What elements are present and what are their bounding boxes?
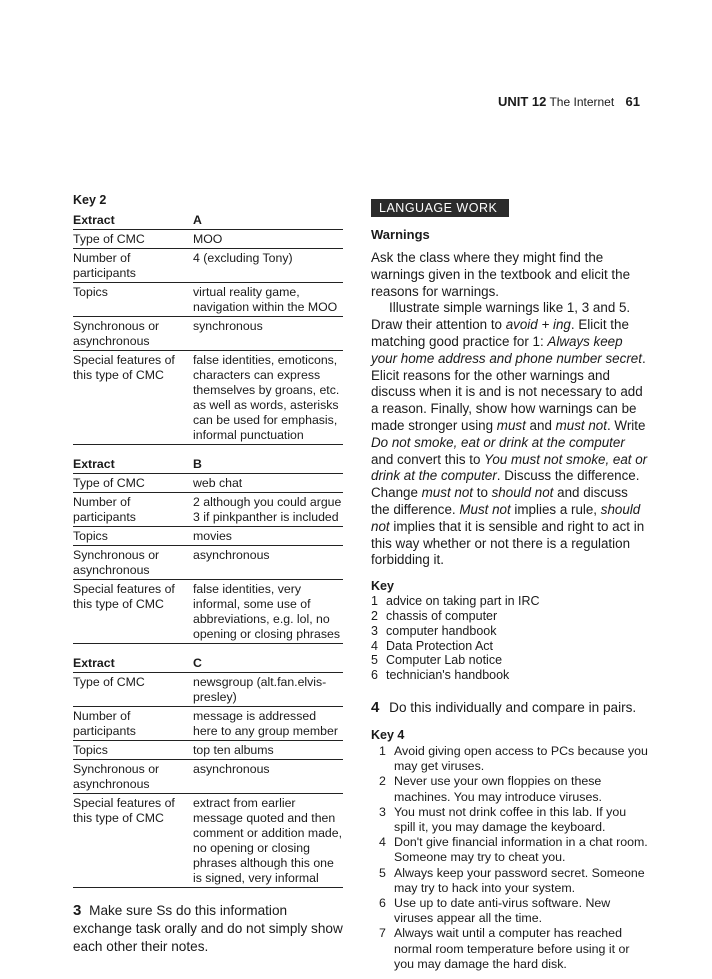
key2-title: Key 2 bbox=[73, 193, 107, 207]
key-title: Key bbox=[371, 579, 394, 594]
table-row bbox=[73, 760, 343, 794]
table-row bbox=[73, 493, 343, 527]
exercise-3 bbox=[73, 902, 348, 956]
unit-label: UNIT 12 bbox=[497, 94, 547, 109]
list-item-text: Avoid giving open access to PCs because you may get viruses. bbox=[394, 743, 648, 774]
table-row bbox=[73, 230, 343, 249]
table-row bbox=[73, 707, 343, 741]
row-label: Topics bbox=[73, 743, 108, 757]
list-item-text: advice on taking part in IRC bbox=[386, 594, 540, 609]
list-item bbox=[371, 835, 649, 865]
page-header bbox=[498, 94, 640, 109]
key4-list bbox=[371, 744, 649, 972]
warnings-body bbox=[371, 250, 649, 569]
list-item-number: 2 bbox=[371, 608, 378, 623]
key2-header-row bbox=[73, 654, 343, 673]
table-row bbox=[73, 527, 343, 546]
row-label: Number of participants bbox=[73, 495, 136, 524]
key2-header-row bbox=[73, 455, 343, 474]
table-row bbox=[73, 794, 343, 888]
row-label: Extract bbox=[73, 656, 115, 670]
list-item-text: computer handbook bbox=[386, 623, 497, 638]
list-item bbox=[371, 866, 649, 896]
key2-block bbox=[73, 654, 343, 888]
row-value: B bbox=[193, 457, 202, 471]
row-label: Synchronous or asynchronous bbox=[73, 548, 160, 577]
table-row bbox=[73, 249, 343, 283]
list-item bbox=[371, 926, 649, 972]
row-value: top ten albums bbox=[193, 743, 274, 757]
row-value: web chat bbox=[193, 476, 243, 490]
unit-title: The Internet bbox=[549, 95, 615, 109]
list-item-number: 5 bbox=[379, 865, 386, 880]
row-value: asynchronous bbox=[193, 548, 270, 562]
list-item bbox=[371, 594, 649, 609]
language-work-banner bbox=[371, 199, 509, 217]
row-value: newsgroup (alt.fan.elvis-presley) bbox=[193, 675, 327, 704]
row-label: Topics bbox=[73, 529, 108, 543]
list-item-number: 1 bbox=[371, 594, 378, 609]
list-item bbox=[371, 653, 649, 668]
table-row bbox=[73, 351, 343, 445]
row-value: MOO bbox=[193, 232, 223, 246]
row-label: Number of participants bbox=[73, 251, 136, 280]
exercise-4 bbox=[371, 699, 649, 716]
row-value: 2 although you could argue 3 if pinkpanther is included bbox=[193, 495, 342, 524]
list-item-number: 4 bbox=[379, 835, 386, 850]
table-row bbox=[73, 474, 343, 493]
row-value: C bbox=[193, 656, 202, 670]
language-work-label: LANGUAGE WORK bbox=[371, 200, 507, 217]
table-row bbox=[73, 546, 343, 580]
list-item-number: 7 bbox=[379, 926, 386, 941]
list-item-text: You must not drink coffee in this lab. If you spill it, you may damage the keyboard. bbox=[394, 804, 627, 834]
table-row bbox=[73, 673, 343, 707]
key2-header-row bbox=[73, 211, 343, 230]
row-value: false identities, very informal, some use of abbreviations, e.g. lol, no opening or closing phrases bbox=[193, 582, 340, 641]
list-item bbox=[371, 624, 649, 639]
row-label: Topics bbox=[73, 285, 108, 299]
row-label: Special features of this type of CMC bbox=[73, 796, 175, 825]
right-column bbox=[371, 199, 649, 972]
list-item-number: 4 bbox=[371, 638, 378, 653]
list-item-number: 1 bbox=[379, 743, 386, 758]
exercise-3-text: Make sure Ss do this information exchange task orally and do not simply show each other their notes. bbox=[73, 903, 343, 954]
exercise-4-number: 4 bbox=[371, 698, 380, 716]
row-label: Synchronous or asynchronous bbox=[73, 762, 160, 791]
key4-title: Key 4 bbox=[371, 727, 405, 742]
list-item-text: technician's handbook bbox=[386, 668, 510, 683]
list-item bbox=[371, 668, 649, 683]
row-label: Special features of this type of CMC bbox=[73, 353, 175, 382]
list-item bbox=[371, 744, 649, 774]
row-value: movies bbox=[193, 529, 232, 543]
list-item-text: Never use your own floppies on these machines. You may introduce viruses. bbox=[394, 774, 602, 804]
row-value: synchronous bbox=[193, 319, 263, 333]
key2-block bbox=[73, 211, 343, 445]
list-item bbox=[371, 774, 649, 804]
list-item-number: 6 bbox=[379, 895, 386, 910]
list-item-text: chassis of computer bbox=[386, 608, 498, 623]
key2-table bbox=[73, 211, 343, 888]
list-item-number: 2 bbox=[379, 774, 386, 789]
page-number: 61 bbox=[625, 94, 640, 109]
list-item-text: Use up to date anti-virus software. New viruses appear all the time. bbox=[394, 895, 611, 926]
row-label: Type of CMC bbox=[73, 476, 145, 490]
row-value: false identities, emoticons, characters can express themselves by groans, etc. as well as words, asterisks can be used for emphasis, informal punctuation bbox=[193, 353, 340, 442]
list-item-number: 3 bbox=[379, 804, 386, 819]
key-list bbox=[371, 594, 649, 683]
list-item bbox=[371, 805, 649, 835]
warnings-paragraph-2: Illustrate simple warnings like 1, 3 and 5. Draw their attention to avoid + ing. Elicit the matching good practice for 1: Always keep your home address and phone number secret. Elicit reasons for the other warnings and discuss when it is and is not necessary to add a reason. Finally, show how warnings can be made stronger using must and must not. Write Do not smoke, eat or drink at the computer and convert this to You must not smoke, eat or drink at the computer. Discuss the difference. Change must not to should not and discuss the difference. Must not implies a rule, should not implies that it is sensible and right to act in this way whether or not there is a regulation forbidding it. bbox=[371, 300, 648, 568]
row-value: virtual reality game, navigation within the MOO bbox=[193, 285, 338, 314]
row-value: A bbox=[193, 213, 202, 227]
list-item-text: Data Protection Act bbox=[386, 638, 494, 653]
list-item bbox=[371, 609, 649, 624]
list-item-number: 5 bbox=[371, 653, 378, 668]
key2-block bbox=[73, 455, 343, 644]
left-column bbox=[73, 193, 343, 956]
row-label: Special features of this type of CMC bbox=[73, 582, 175, 611]
list-item-number: 3 bbox=[371, 623, 378, 638]
table-row bbox=[73, 580, 343, 644]
row-value: extract from earlier message quoted and then comment or addition made, no opening or closing phrases although this one is signed, very informal bbox=[193, 796, 343, 885]
list-item bbox=[371, 639, 649, 654]
row-value: 4 (excluding Tony) bbox=[193, 251, 293, 265]
row-value: message is addressed here to any group member bbox=[193, 709, 338, 738]
list-item-text: Always keep your password secret. Someone may try to hack into your system. bbox=[394, 865, 645, 895]
row-value: asynchronous bbox=[193, 762, 270, 776]
list-item bbox=[371, 896, 649, 926]
list-item-number: 6 bbox=[371, 668, 378, 683]
list-item-text: Computer Lab notice bbox=[386, 653, 503, 668]
table-row bbox=[73, 317, 343, 351]
list-item-text: Don't give financial information in a chat room. Someone may try to cheat you. bbox=[394, 835, 648, 865]
row-label: Number of participants bbox=[73, 709, 136, 738]
warnings-paragraph-1: Ask the class where they might find the warnings given in the textbook and elicit the reasons for warnings. bbox=[371, 250, 631, 299]
warnings-heading: Warnings bbox=[371, 227, 430, 242]
table-row bbox=[73, 283, 343, 317]
row-label: Type of CMC bbox=[73, 232, 145, 246]
row-label: Synchronous or asynchronous bbox=[73, 319, 160, 348]
row-label: Extract bbox=[73, 457, 115, 471]
table-row bbox=[73, 741, 343, 760]
exercise-4-text: Do this individually and compare in pairs. bbox=[389, 699, 637, 715]
row-label: Extract bbox=[73, 213, 115, 227]
row-label: Type of CMC bbox=[73, 675, 145, 689]
exercise-3-number: 3 bbox=[73, 902, 82, 919]
list-item-text: Always wait until a computer has reached normal room temperature before using it or you may damage the hard disk. bbox=[394, 926, 630, 971]
